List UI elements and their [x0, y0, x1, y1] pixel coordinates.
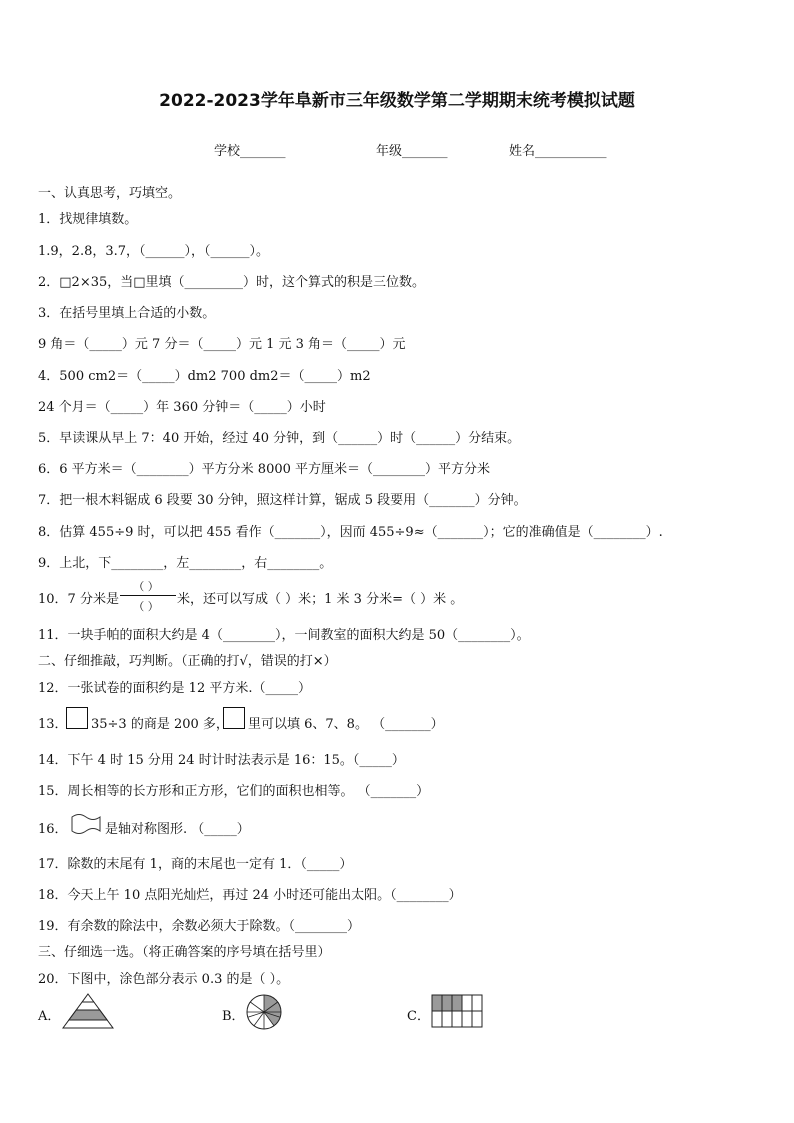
section-3-heading: 三、仔细选一选。（将正确答案的序号填在括号里）: [38, 945, 331, 960]
question-6: 6．6 平方米＝（________）平方分米 8000 平方厘米＝（________）平方分米: [38, 462, 491, 477]
question-8: 8．估算 455÷9 时，可以把 455 看作（_______），因而 455÷9≈（_______）；它的准确值是（________）.: [38, 525, 663, 540]
question-2: 2．□2×35，当□里填（_________）时，这个算式的积是三位数。: [38, 275, 426, 290]
question-17: 17．除数的末尾有 1，商的末尾也一定有 1．（_____）: [38, 857, 353, 872]
question-19: 19．有余数的除法中，余数必须大于除数。（________）: [38, 919, 361, 934]
option-b-label: B．: [222, 1009, 245, 1024]
question-16-text: 是轴对称图形. （_____）: [105, 822, 250, 837]
question-20: 20．下图中，涂色部分表示 0.3 的是（ ）。: [38, 972, 290, 987]
school-field: 学校_______: [214, 144, 286, 159]
question-13-end: 里可以填 6、7、8。 （_______）: [248, 717, 444, 732]
grade-field: 年级_______: [376, 144, 448, 159]
question-3-body: 9 角＝（_____）元 7 分＝（_____）元 1 元 3 角＝（_____）元: [38, 337, 406, 352]
option-c-grid: [431, 994, 483, 1028]
fraction-denominator: （ ）: [133, 600, 159, 613]
question-5: 5．早读课从早上 7：40 开始，经过 40 分钟，到（______）时（______）分结束。: [38, 431, 521, 446]
question-4: 4．500 cm2＝（_____）dm2 700 dm2＝（_____）m2: [38, 369, 371, 384]
name-field: 姓名___________: [509, 144, 607, 159]
option-c-label: C．: [407, 1009, 430, 1024]
question-11: 11．一块手帕的面积大约是 4（________），一间教室的面积大约是 50（________）。: [38, 628, 530, 643]
question-15: 15．周长相等的长方形和正方形，它们的面积也相等。 （_______）: [38, 784, 430, 799]
question-13-number: 13．: [38, 717, 68, 732]
question-1-body: 1.9，2.8，3.7，（______），（______）。: [38, 244, 270, 259]
question-14: 14．下午 4 时 15 分用 24 时计时法表示是 16：15。（_____）: [38, 753, 405, 768]
question-16-number: 16．: [38, 822, 68, 837]
question-3: 3．在括号里填上合适的小数。: [38, 306, 216, 321]
question-4-body: 24 个月＝（_____）年 360 分钟＝（_____）小时: [38, 400, 326, 415]
option-a-triangle: [62, 993, 114, 1029]
fraction-bar: [120, 595, 176, 596]
fraction-numerator: （ ）: [133, 580, 159, 593]
option-b-circle: [246, 994, 282, 1030]
section-1-heading: 一、认真思考，巧填空。: [38, 186, 182, 201]
question-10-prefix: 10．7 分米是: [38, 592, 119, 607]
wave-flag-shape: [70, 813, 102, 835]
blank-box-2: [223, 707, 245, 729]
question-9: 9．上北，下________，左________，右________。: [38, 556, 333, 571]
page-title: 2022-2023学年阜新市三年级数学第二学期期末统考模拟试题: [159, 91, 635, 111]
question-18: 18．今天上午 10 点阳光灿烂，再过 24 小时还可能出太阳。（________）: [38, 888, 462, 903]
question-1: 1．找规律填数。: [38, 212, 138, 227]
section-2-heading: 二、仔细推敲，巧判断。（正确的打√，错误的打×）: [38, 654, 337, 669]
question-7: 7．把一根木料锯成 6 段要 30 分钟，照这样计算，锯成 5 段要用（_______）分钟。: [38, 493, 527, 508]
option-a-label: A．: [38, 1009, 61, 1024]
question-12: 12．一张试卷的面积约是 12 平方米.（_____）: [38, 681, 311, 696]
question-10-suffix: 米，还可以写成（ ）米；1 米 3 分米=（ ）米 。: [177, 592, 464, 607]
question-13-text: 35÷3 的商是 200 多，: [91, 717, 229, 732]
blank-box-1: [66, 707, 88, 729]
